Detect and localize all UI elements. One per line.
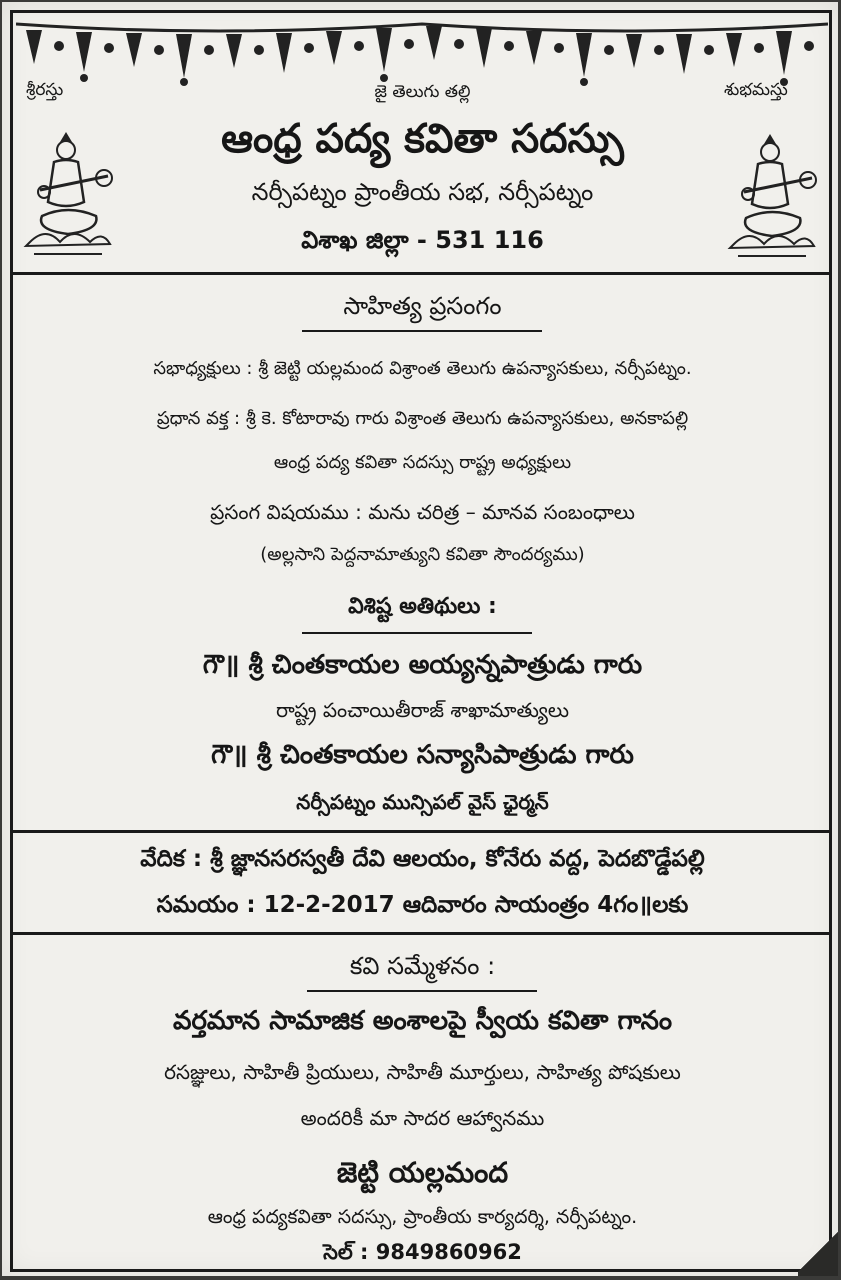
sri-rastu-text: శ్రీరస్తు (26, 80, 64, 100)
guest2-role: నర్సీపట్నం మున్సిపల్ వైస్ ఛైర్మన్ (296, 790, 549, 814)
page-fold (798, 1228, 838, 1276)
venue-line: వేదిక : శ్రీ జ్ఞానసరస్వతీ దేవి ఆలయం, కోనేరు వద్ద, పెదబొడ్డేపల్లి (140, 846, 705, 872)
speaker-role: ఆంధ్ర పద్య కవితా సదస్సు రాష్ట్ర అధ్యక్షులు (273, 452, 572, 473)
topic-line: ప్రసంగ విషయము : మను చరిత్ర – మానవ సంబంధాలు (210, 500, 635, 524)
guests-heading: విశిష్ట అతిథులు : (348, 594, 497, 619)
time-line: సమయం : 12-2-2017 ఆదివారం సాయంత్రం 4గం॥లకు (156, 892, 689, 918)
jai-telugu-thalli-text: జై తెలుగు తల్లి (374, 82, 471, 102)
heading-underline (307, 990, 537, 992)
chair-line: సభాధ్యక్షులు : శ్రీ జెట్టి యల్లమంద విశ్రాంత తెలుగు ఉపన్యాసకులు, నర్సీపట్నం. (153, 358, 692, 379)
guest1-name: గౌ॥ శ్రీ చింతకాయల అయ్యన్నపాత్రుడు గారు (202, 650, 643, 680)
phone-number: సెల్ : 9849860962 (323, 1240, 522, 1264)
divider (10, 932, 832, 935)
poets-theme: వర్తమాన సామాజిక అంశాలపై స్వీయ కవితా గానం (172, 1006, 673, 1036)
divider (10, 272, 832, 275)
invitation-paper (2, 2, 838, 1276)
guest2-name: గౌ॥ శ్రీ చింతకాయల సన్యాసిపాత్రుడు గారు (211, 740, 634, 770)
lecture-heading: సాహిత్య ప్రసంగం (343, 292, 502, 320)
page-title: ఆంధ్ర పద్య కవితా సదస్సు (221, 116, 624, 162)
guest1-role: రాష్ట్ర పంచాయితీరాజ్ శాఖామాత్యులు (276, 698, 569, 722)
poets-meet-heading: కవి సమ్మేళనం : (349, 952, 496, 980)
heading-underline (302, 330, 542, 332)
shubhamastu-text: శుభమస్తు (724, 80, 788, 100)
district-pin: విశాఖ జిల్లా - 531 116 (301, 226, 544, 254)
welcome-line: అందరికీ మా సాదర ఆహ్వానము (300, 1106, 545, 1130)
main-speaker-line: ప్రధాన వక్త : శ్రీ కె. కోటారావు గారు విశ్రాంత తెలుగు ఉపన్యాసకులు, అనకాపల్లి (156, 408, 689, 429)
divider (10, 830, 832, 833)
organizer-designation: ఆంధ్ర పద్యకవితా సదస్సు, ప్రాంతీయ కార్యదర్శి, నర్సీపట్నం. (207, 1206, 638, 1228)
topic-subtitle: (అల్లసాని పెద్దనామాత్యుని కవితా సౌందర్యము) (260, 544, 585, 565)
heading-underline (302, 632, 532, 634)
organizer-name: జెట్టి యల్లమంద (336, 1156, 509, 1189)
invitees-line: రసజ్ఞులు, సాహితీ ప్రియులు, సాహితీ మూర్తులు, సాహిత్య పోషకులు (164, 1060, 681, 1084)
subtitle: నర్సీపట్నం ప్రాంతీయ సభ, నర్సీపట్నం (251, 178, 594, 206)
